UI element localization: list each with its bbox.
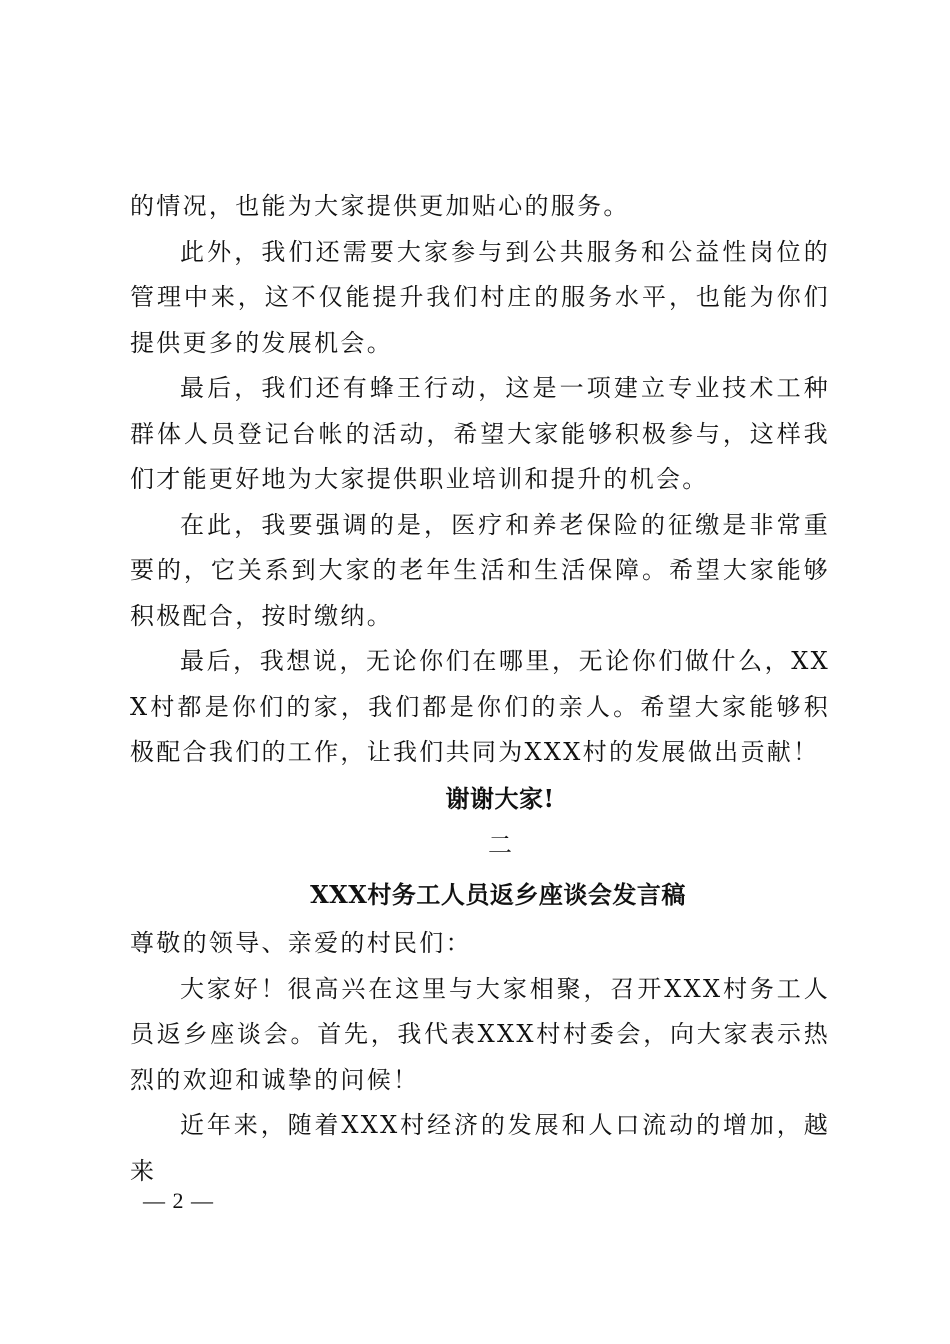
paragraph-public-service: 此外，我们还需要大家参与到公共服务和公益性岗位的管理中来，这不仅能提升我们村庄的服务水平，也能为你们提供更多的发展机会。	[130, 237, 830, 357]
paragraph-greeting: 大家好！很高兴在这里与大家相聚，召开XXX村务工人员返乡座谈会。首先，我代表XXX村村委会，向大家表示热烈的欢迎和诚挚的问候！	[130, 974, 830, 1094]
paragraph-queen-bee-action: 最后，我们还有蜂王行动，这是一项建立专业技术工种群体人员登记台帐的活动，希望大家能够积极参与，这样我们才能更好地为大家提供职业培训和提升的机会。	[130, 374, 830, 493]
speech-title: XXX村务工人员返乡座谈会发言稿	[310, 880, 686, 909]
closing-thanks: 谢谢大家!	[445, 783, 555, 813]
document-body	[130, 184, 830, 1194]
paragraph-conclusion: 最后，我想说，无论你们在哪里，无论你们做什么，XXX村都是你们的家，我们都是你们的亲人。希望大家能够积极配合我们的工作，让我们共同为XXX村的发展做出贡献！	[130, 647, 830, 766]
page-number: — 2 —	[143, 1188, 214, 1213]
salutation: 尊敬的领导、亲爱的村民们：	[130, 929, 472, 957]
paragraph-recent-years: 近年来，随着XXX村经济的发展和人口流动的增加，越来	[130, 1111, 830, 1185]
section-number: 二	[488, 831, 512, 859]
paragraph-insurance: 在此，我要强调的是，医疗和养老保险的征缴是非常重要的，它关系到大家的老年生活和生活保障。希望大家能够积极配合，按时缴纳。	[130, 510, 830, 630]
paragraph-continued: 的情况，也能为大家提供更加贴心的服务。	[130, 192, 630, 220]
